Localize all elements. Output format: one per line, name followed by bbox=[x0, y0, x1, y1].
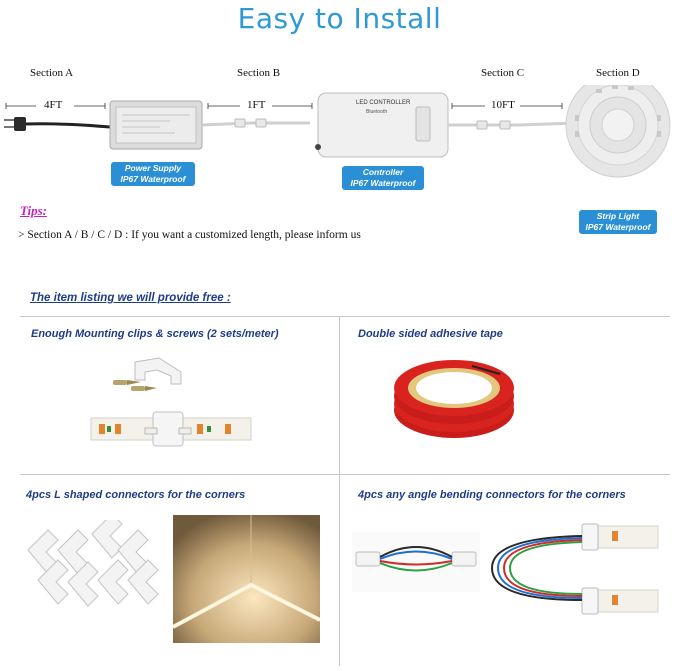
dimension-c: 10FT bbox=[491, 99, 515, 111]
controller-badge-line1: Controller bbox=[362, 167, 404, 177]
grid-divider-top bbox=[20, 316, 670, 317]
dimension-lines bbox=[6, 103, 562, 109]
power-supply-image bbox=[110, 101, 202, 149]
wiring-diagram bbox=[0, 85, 679, 190]
plug-icon bbox=[4, 117, 110, 131]
strip-cable-connector-image bbox=[482, 518, 662, 620]
dimension-b: 1FT bbox=[247, 99, 266, 111]
strip-light-badge-line1: Strip Light bbox=[596, 211, 640, 221]
controller-badge bbox=[342, 166, 424, 190]
screw-icon bbox=[113, 380, 157, 391]
section-d-label: Section D bbox=[596, 67, 640, 79]
controller-sub-label: Bluetooth bbox=[366, 109, 388, 115]
power-supply-badge-line1: Power Supply bbox=[124, 163, 182, 173]
tips-heading: Tips: bbox=[20, 203, 47, 218]
grid-divider-middle bbox=[20, 474, 670, 475]
listing-heading: The item listing we will provide free : bbox=[30, 292, 231, 304]
adhesive-tape-image bbox=[392, 352, 522, 442]
tips-text: > Section A / B / C / D : If you want a customized length, please inform us bbox=[18, 229, 361, 241]
section-a-label: Section A bbox=[30, 67, 74, 79]
controller-label: LED CONTROLLER bbox=[356, 100, 411, 106]
section-c-label: Section C bbox=[481, 67, 525, 79]
controller-badge-line2: IP67 Waterproof bbox=[350, 178, 416, 188]
corner-photo bbox=[173, 515, 320, 643]
section-b-label: Section B bbox=[237, 67, 281, 79]
power-supply-badge bbox=[111, 162, 195, 186]
strip-reel-image bbox=[566, 85, 670, 177]
tape-title: Double sided adhesive tape bbox=[358, 328, 503, 340]
clips-screws-image bbox=[85, 350, 255, 460]
l-connectors-image bbox=[22, 520, 172, 640]
l-connectors-title: 4pcs L shaped connectors for the corners bbox=[26, 489, 246, 501]
page-title: Easy to Install bbox=[237, 2, 442, 35]
grid-divider-vertical bbox=[339, 316, 340, 666]
clips-title: Enough Mounting clips & screws (2 sets/meter) bbox=[31, 328, 279, 340]
dimension-a: 4FT bbox=[44, 99, 63, 111]
strip-light-badge bbox=[579, 210, 657, 234]
angle-connectors-title: 4pcs any angle bending connectors for the corners bbox=[358, 489, 626, 501]
strip-light-badge-line2: IP67 Waterproof bbox=[585, 222, 651, 232]
angle-connector-wire-image bbox=[352, 532, 480, 592]
power-supply-badge-line2: IP67 Waterproof bbox=[120, 174, 186, 184]
